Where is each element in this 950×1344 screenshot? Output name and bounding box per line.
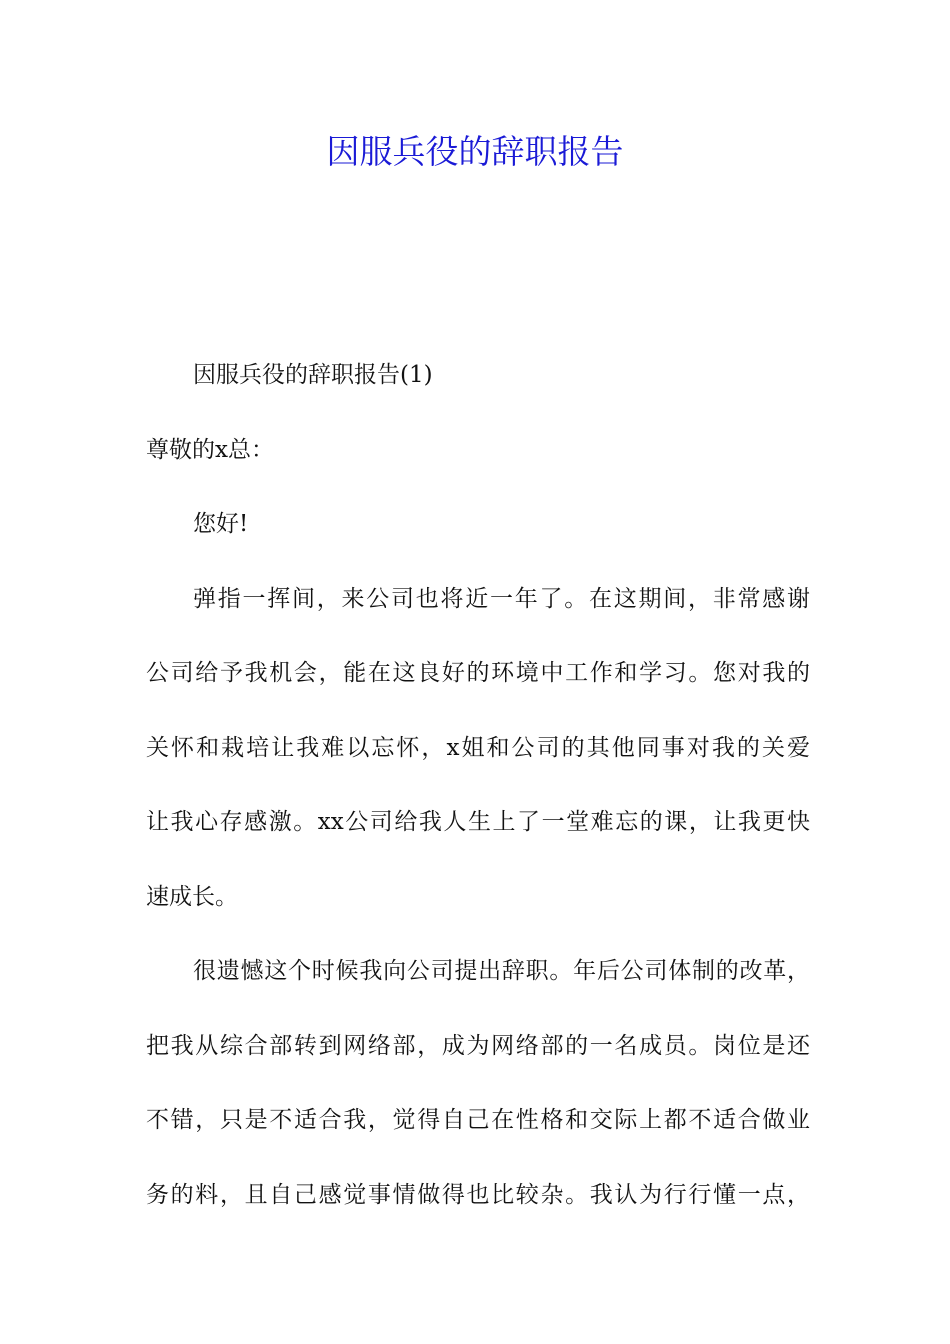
paragraph-line: 务的料，且自己感觉事情做得也比较杂。我认为行行懂一点， bbox=[146, 1181, 810, 1208]
paragraph-line: 速成长。 bbox=[146, 883, 238, 910]
paragraph-line: 把我从综合部转到网络部，成为网络部的一名成员。岗位是还 bbox=[146, 1032, 810, 1059]
document-title: 因服兵役的辞职报告 bbox=[326, 132, 624, 171]
paragraph-line: 公司给予我机会，能在这良好的环境中工作和学习。您对我的 bbox=[146, 660, 810, 686]
paragraph-line: 让我心存感激。xx公司给我人生上了一堂难忘的课，让我更快 bbox=[146, 809, 810, 835]
paragraph-line: 很遗憾这个时候我向公司提出辞职。年后公司体制的改革， bbox=[193, 958, 810, 984]
section-heading: 因服兵役的辞职报告(1) bbox=[193, 362, 433, 388]
document-body bbox=[146, 338, 810, 1232]
salutation: 尊敬的x总： bbox=[146, 436, 274, 463]
greeting: 您好! bbox=[193, 511, 249, 537]
paragraph-line: 不错，只是不适合我，觉得自己在性格和交际上都不适合做业 bbox=[146, 1107, 810, 1133]
paragraph-line: 关怀和栽培让我难以忘怀，x姐和公司的其他同事对我的关爱 bbox=[146, 734, 810, 761]
paragraph-line: 弹指一挥间，来公司也将近一年了。在这期间，非常感谢 bbox=[193, 585, 810, 612]
